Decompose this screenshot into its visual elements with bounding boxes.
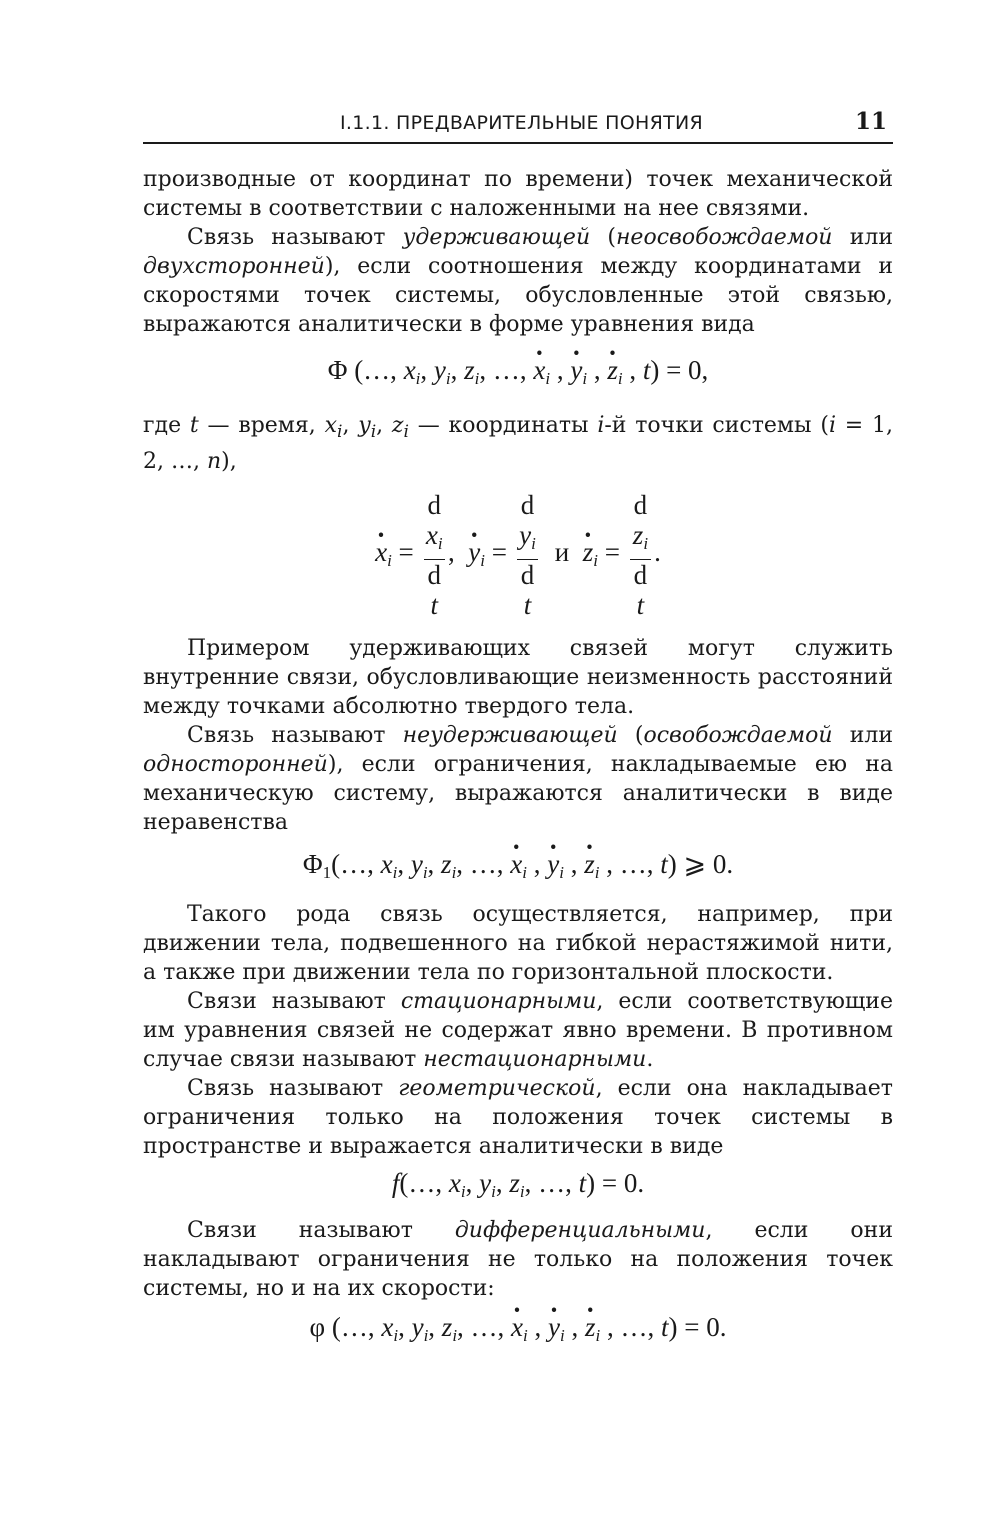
formula-geometric-constraint: f(…, $x_i$, $y_i$, $z_i$, …, t) = 0. (391, 1168, 645, 1201)
formula-differential-constraint: φ (…, $x_i$, $y_i$, $z_i$, …, · $x_i$ , · $y_i$ , · $z_i$ , …, t) = 0. (143, 1313, 893, 1350)
paragraph-unilateral-definition: Связь называют неудерживающей (освобождаемой или односторонней), если ограничения, накладываемые ею на механическую систему, выражаются аналитически в виде неравенства (143, 723, 894, 835)
formula-bilateral-constraint: Φ (…, $x_i$, $y_i$, $z_i$, …, · $x_i$ , · $y_i$ , · $z_i$ , t) = 0, (143, 356, 893, 393)
page-header (143, 108, 893, 144)
running-title: I.1.1. ПРЕДВАРИТЕЛЬНЫЕ ПОНЯТИЯ (340, 112, 704, 134)
formula-unilateral-constraint: $\Phi_1(\dots$, $x_i$, $y_i$, $z_i$, …, · $x_i$ , · $y_i$ , · $z_i$ , …, t) ⩾ 0. (143, 850, 893, 887)
paragraph-notation: где t — время, $x_i$, $y_i$, $z_i$ — координаты i-й точки системы (i = 1, 2, …, n), (143, 413, 893, 474)
paragraph-holonomic-definition: Связь называют удерживающей (неосвобождаемой или двухсторонней), если соотношения между координатами и скоростями точек системы, обусловленные этой связью, выражаются аналитически в форме уравнения вида (143, 225, 894, 337)
formula-velocity-definitions: · $x_i$ = d $x_i$ d t , · $y_i$ = d $y_i$ d t $и \cdot z_i$ = d $z_i$ d t . (143, 490, 893, 620)
paragraph-geometric-definition: Связь называют геометрической, если она накладывает ограничения только на положения точек системы в пространстве и выражается аналитически в виде (143, 1076, 893, 1159)
body-text (143, 165, 893, 1360)
page-number: 11 (854, 108, 887, 135)
paragraph-stationary-definition: Связи называют стационарными, если соответствующие им уравнения связей не содержат явно времени. В противном случае связи называют нестационарными. (143, 989, 893, 1072)
paragraph-differential-definition: Связи называют дифференциальными, если они накладывают ограничения не только на положения точек системы, но и на их скорости: (143, 1218, 893, 1301)
paragraph-example-flexible-thread: Такого рода связь осуществляется, например, при движении тела, подвешенного на гибкой нерастяжимой нити, а также при движении тела по горизонтальной плоскости. (143, 902, 893, 985)
paragraph-continuation: производные от координат по времени) точек механической системы в соответствии с наложенными на нее связями. (143, 167, 893, 221)
paragraph-example-rigid-body: Примером удерживающих связей могут служить внутренние связи, обусловливающие неизменность расстояний между точками абсолютно твердого тела. (143, 636, 893, 719)
